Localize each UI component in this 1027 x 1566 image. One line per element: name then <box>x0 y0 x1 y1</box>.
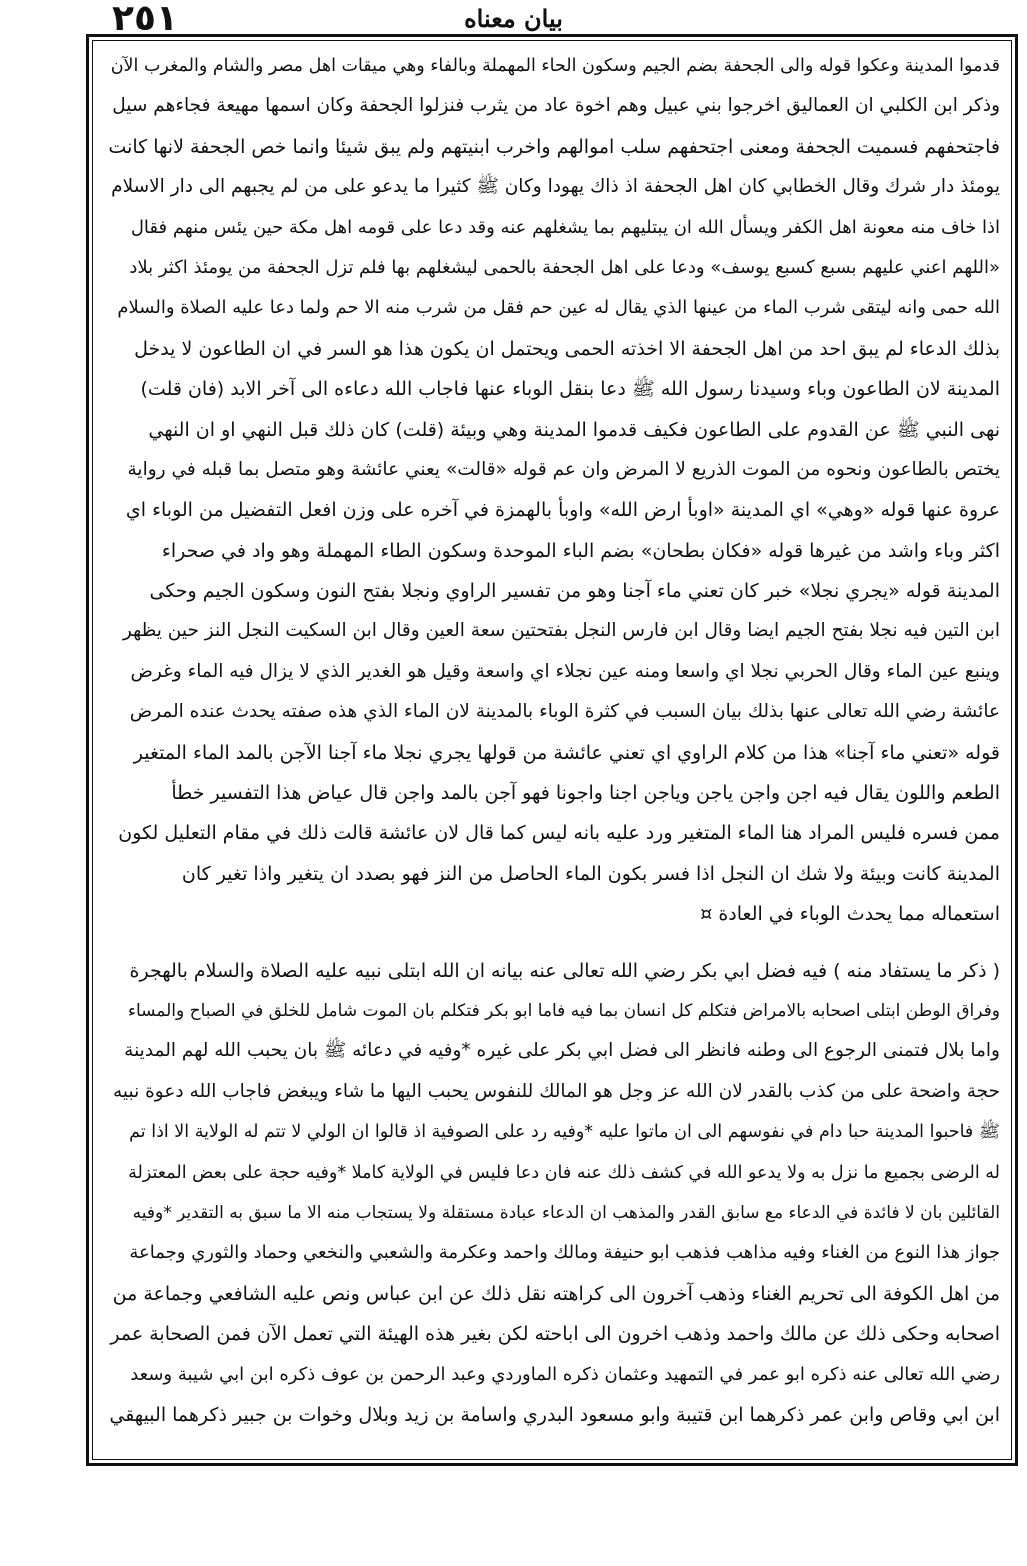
text-line: يومئذ دار شرك وقال الخطابي كان اهل الجحفة اذ ذاك يهودا وكان ﷺ كثيرا ما يدعو على من لم يجبهم الى دار الاسلام <box>111 176 1000 198</box>
text-line: له الرضى بجميع ما نزل به ولا يدعو الله في كشف ذلك عنه فان دعا فليس في الولاية كاملا *وفيه حجة على بعض المعتزلة <box>128 1162 1000 1183</box>
text-body <box>108 46 1000 1456</box>
text-line: قوله «تعني ماء آجنا» هذا من كلام الراوي اي تعني عائشة من قولها يجري نجلا ماء آجنا الآجن بالمد الماء المتغير <box>133 741 1000 764</box>
text-line: القائلين بان لا فائدة في الدعاء مع سابق القدر والمذهب ان الدعاء عبادة مستقلة ولا يستجاب منه الا ما سبق به التقدير *وفيه <box>132 1202 1000 1223</box>
text-line: المدينة لان الطاعون وباء وسيدنا رسول الله ﷺ دعا بنقل الوباء عنها فاجاب الله دعاءه الى آخر الابد (فان قلت) <box>140 378 1000 401</box>
text-line: الطعم واللون يقال فيه اجن واجن ياجن وياجن اجنا واجونا فهو آجن بالمد واجن قال عياض هذا التفسير خطأ <box>171 782 1000 805</box>
text-line: رضي الله تعالى عنه ذكره ابو عمر في التمهيد وعثمان ذكره الماوردي وعبد الرحمن بن عوف ذكره ابن ابي شيبة وسعد <box>130 1363 1000 1385</box>
text-line: وفراق الوطن ابتلى اصحابه بالامراض فتكلم كل انسان بما فيه فاما ابو بكر فتكلم بان الموت شامل للخلق في الصباح والمساء <box>127 1000 1000 1021</box>
text-line: وينبع عين الماء وقال الحربي نجلا اي واسعا ومنه عين نجلاء اي واسعة وقيل هو الغدير الذي لا يزال فيه الماء وغرض <box>130 660 1000 682</box>
text-line: اكثر وباء واشد من غيرها قوله «فكان بطحان» بضم الباء الموحدة وسكون الطاء المهملة وهو واد في صحراء <box>161 539 1000 562</box>
text-line: اذا خاف منه معونة اهل الكفر ويسأل الله ان يبتليهم بما يشغلهم عنه وقد دعا على قومه اهل مكة حين يئس منهم فقال <box>130 216 1000 238</box>
paragraph-commentary <box>108 46 1000 935</box>
text-line: يختص بالطاعون ونحوه من الموت الذريع لا المرض وان عم قوله «قالت» يعني عائشة وهو متصل بما قبله في رواية <box>127 458 1000 480</box>
text-line: ممن فسره فليس المراد هنا الماء المتغير ورد عليه بانه ليس كما قال لان عائشة قالت ذلك في مقام التعليل لكون <box>118 822 1000 845</box>
text-line: ﷺ فاحبوا المدينة حبا دام في نفوسهم الى ان ماتوا عليه *وفيه رد على الصوفية اذ قالوا ان الولي لا تتم له الولاية الا اذا تم <box>129 1122 1000 1143</box>
text-line: جواز هذا النوع من الغناء وفيه مذاهب فذهب ابو حنيفة ومالك واحمد وعكرمة والشعبي والنخعي وحماد والثوري وجماعة <box>129 1242 1000 1264</box>
text-line: فاجتحفهم فسميت الجحفة ومعنى اجتحفهم سلب اموالهم واخرب ابنيتهم ولم يبق شيئا وانما خص الجحفة لانها كانت <box>108 135 1000 158</box>
paragraph-benefits <box>108 951 1000 1436</box>
text-line: وذكر ابن الكلبي ان العماليق اخرجوا بني عبيل وهم اخوة عاد من يثرب فنزلوا الجحفة وكان اسمها مهيعة فجاءهم سيل <box>112 95 1000 117</box>
text-line: الله حمى وانه ليتقى شرب الماء من عينها الذي يقال له عين حم فقل من شرب منه الا حم ولما دعا عليه الصلاة والسلام <box>117 297 1000 319</box>
text-line: «اللهم اعني عليهم بسبع كسبع يوسف» ودعا على اهل الجحفة بالحمى ليشغلهم بها فلم تزل الجحفة من يومئذ اكثر بلاد <box>129 256 1000 278</box>
running-title: بيان معناه <box>464 4 563 33</box>
text-line: بذلك الدعاء لم يبق احد من اهل الجحفة الا اخذته الحمى ويحتمل ان يكون هذا هو السر في ان الطاعون لا يدخل <box>134 337 1000 360</box>
text-line: من اهل الكوفة الى تحريم الغناء وذهب آخرون الى كراهته نقل ذلك عن ابن عباس ونص عليه الشافعي وجماعة من <box>112 1282 1000 1305</box>
text-line: نهى النبي ﷺ عن القدوم على الطاعون فكيف قدموا المدينة وهي وبيئة (قلت) كان ذلك قبل النهي او ان النهي <box>148 418 1000 441</box>
text-line: ابن ابي وقاص وابن عمر ذكرهما ابن قتيبة وابو مسعود البدري واسامة بن زيد وبلال وخوات بن جبير ذكرهما البيهقي <box>109 1403 1000 1426</box>
text-line: استعماله مما يحدث الوباء في العادة ¤ <box>700 903 1000 926</box>
text-line: واما بلال فتمنى الرجوع الى وطنه فانظر الى فضل ابي بكر على غيره *وفيه في دعائه ﷺ بان يحبب الله لهم المدينة <box>124 1040 1000 1062</box>
text-line: ( ذكر ما يستفاد منه ) فيه فضل ابي بكر رضي الله تعالى عنه بيانه ان الله ابتلى نبيه عليه الصلاة والسلام بالهجرة <box>129 959 1000 982</box>
paragraph-gap <box>108 935 1000 951</box>
text-line: قدموا المدينة وعكوا قوله والى الجحفة بضم الجيم وسكون الحاء المهملة وبالفاء وهي ميقات اهل مصر والشام والمغرب الآن <box>110 56 1000 76</box>
text-line: ابن التين فيه نجلا بفتح الجيم ايضا وقال ابن فارس النجل بفتحتين سعة العين وقال ابن السكيت النجل النز حين يظهر <box>122 620 1000 642</box>
text-line: عروة عنها قوله «وهي» اي المدينة «اوبأ ارض الله» واوبأ بالهمزة في آخره على وزن افعل التفضيل من الوباء اي <box>125 499 1000 522</box>
page-number: ٢٥١ <box>112 0 178 39</box>
text-line: المدينة قوله «يجري نجلا» خبر كان تعني ماء آجنا وهو من تفسير الراوي ونجلا بفتح النون وسكون الجيم وحكى <box>149 580 1000 603</box>
text-line: اصحابه وحكى ذلك عن مالك واحمد وذهب اخرون الى اباحته لكن بغير هذه الهيئة التي تعمل الآن فمن الصحابة عمر <box>110 1323 1000 1346</box>
text-line: عائشة رضي الله تعالى عنها بذلك بيان السبب في كثرة الوباء بالمدينة لان الماء الذي هذه صفته يحدث عنده المرض <box>129 701 1000 723</box>
text-line: حجة واضحة على من كذب بالقدر لان الله عز وجل هو المالك للنفوس يحبب اليها ما شاء ويبغض فاجاب الله دعوة نبيه <box>113 1080 1000 1102</box>
text-line: المدينة كانت وبيئة ولا شك ان النجل اذا فسر بكون الماء الحاصل من النز فهو بصدد ان يتغير واذا تغير كان <box>181 862 1000 885</box>
